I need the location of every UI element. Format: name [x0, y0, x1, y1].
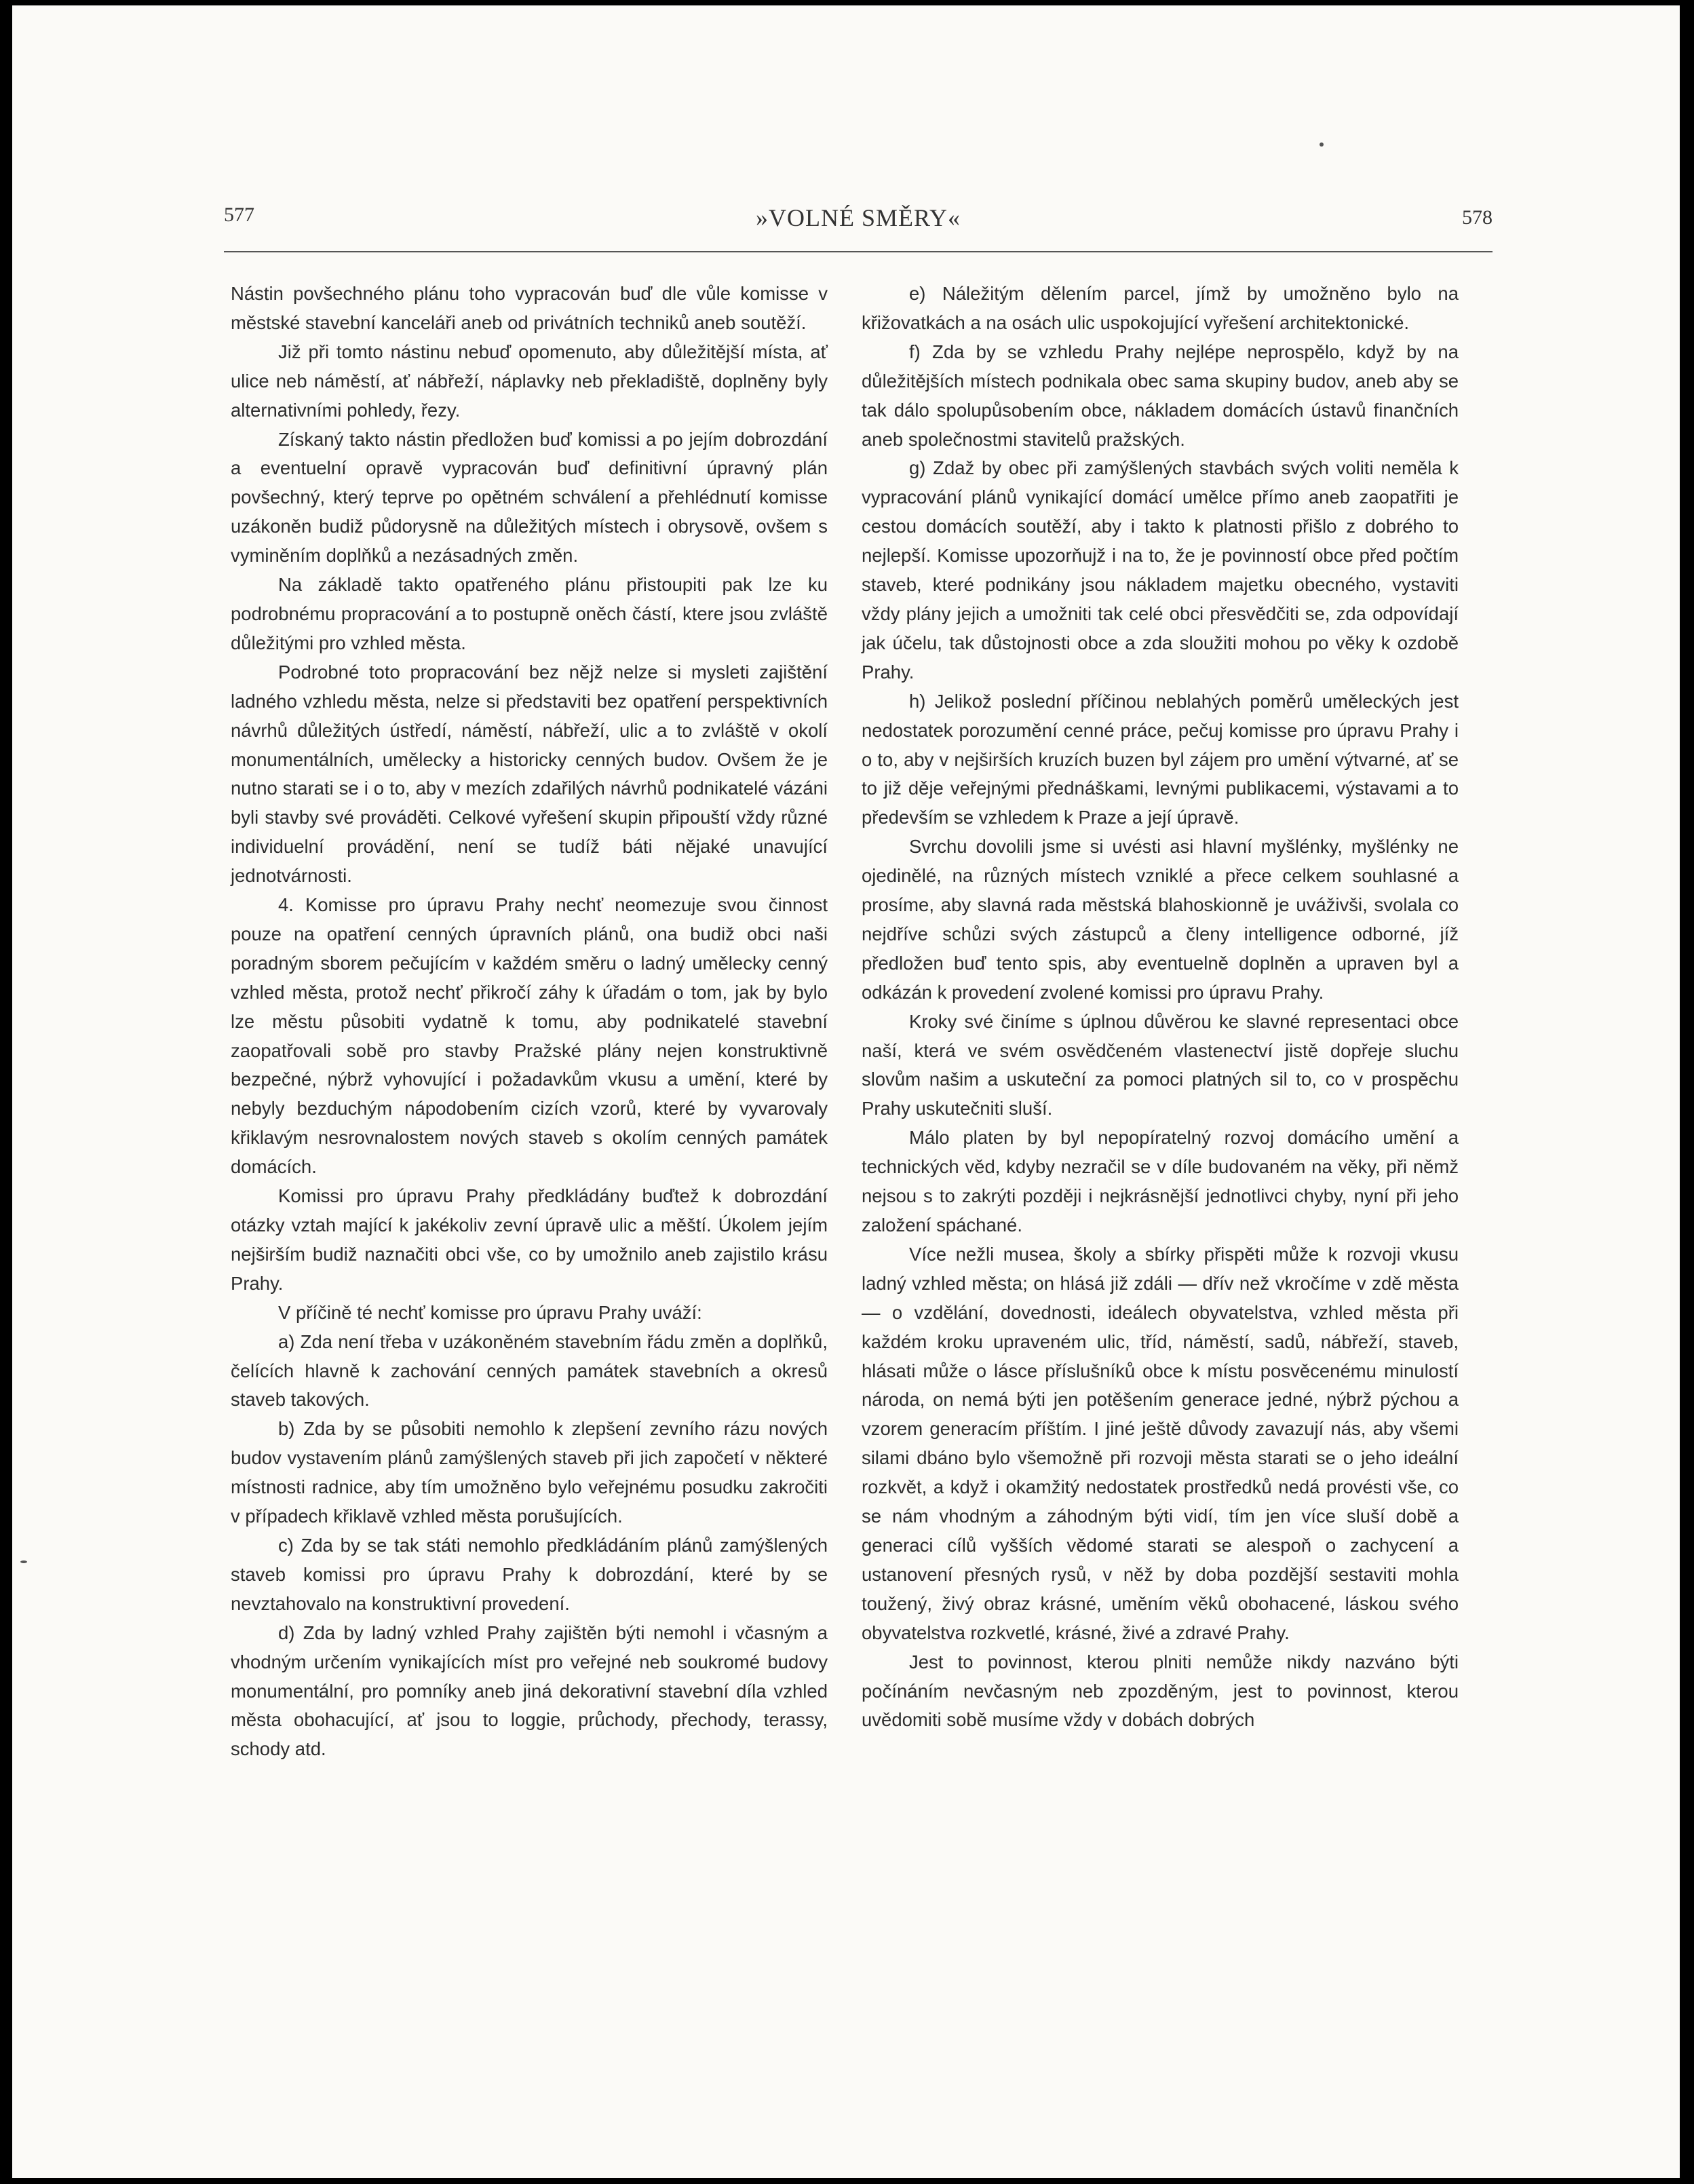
paragraph: h) Jelikož poslední příčinou neblahých poměrů uměleckých jest nedostatek porozumění cenné práce, pečuj komisse pro úpravu Prahy i o to, aby v nejširších kruzích buzen byl zájem pro umění výtvarné, ať se to již děje veřejnými přednáškami, levnými publikacemi, výstavami a to především se vzhledem k Praze a její úpravě. [862, 690, 1459, 828]
paragraph: Již při tomto nástinu nebuď opomenuto, aby důležitější místa, ať ulice neb náměstí, ať nábřeží, náplavky neb překladiště, doplněny byly alternativními pohledy, řezy. [231, 341, 828, 421]
page-header [224, 204, 1493, 244]
paragraph: e) Náležitým dělením parcel, jímž by umožněno bylo na křižovatkách a na osách ulic uspokojující vyřešení architektonické. [862, 283, 1459, 333]
paragraph: f) Zda by se vzhledu Prahy nejlépe neprospělo, když by na důležitějších místech podnikala obec sama skupiny budov, aneb aby se tak dálo spolupůsobením obce, nákladem domácích ústavů finančních aneb společnostmi stavitelů pražských. [862, 341, 1459, 450]
paragraph: Svrchu dovolili jsme si uvésti asi hlavní myšlénky, myšlénky ne ojedinělé, na různých místech vzniklé a přece celkem souhlasné a prosíme, aby slavná rada městská blahoskionně je uváživši, svolala co nejdříve schůzi svých zástupců a členy intelligence odborné, jíž předložen buď tento spis, aby eventuelně doplněn a upraven byl a odkázán k provedení zvolené komissi pro úpravu Prahy. [862, 836, 1459, 1003]
paragraph: 4. Komisse pro úpravu Prahy nechť neomezuje svou činnost pouze na opatření cenných úpravních plánů, ona budiž obci naši poradným sborem pečujícím v každém směru o ladný umělecky cenný vzhled města, protož nechť přikročí záhy k úřadám o tom, jak by bylo lze městu působiti vydatně k tomu, aby podnikatelé stavební zaopatřovali sobě pro stavby Pražské plány nejen konstruktivně bezpečné, nýbrž vyhovující i požadavkům vkusu a umění, které by nebyly bezduchým nápodobením cizích vzorů, které by vyvarovaly křiklavým nesrovnalostem nových staveb s okolím cenných památek domácích. [231, 894, 828, 1178]
paragraph: g) Zdaž by obec při zamýšlených stavbách svých voliti neměla k vypracování plánů vynikající domácí umělce přímo aneb zaopatřiti je cestou domácích soutěží, aby i takto k platnosti přišlo z dobrého to nejlepší. Komisse upozorňujž i na to, že je povinností obce před počtím staveb, které podnikány jsou nákladem majetku obecného, vystaviti vždy plány jejich a umožniti tak celé obci přesvědčiti se, zda odpovídají jak účelu, tak důstojnosti obce a zda sloužiti mohou po věky k ozdobě Prahy. [862, 457, 1459, 683]
header-rule [224, 251, 1493, 252]
paragraph: Kroky své činíme s úplnou důvěrou ke slavné representaci obce naší, která ve svém osvědčeném vlastenectví jistě dopřeje sluchu slovům našim a uskuteční za pomoci platných sil to, co v prospěchu Prahy uskutečniti sluší. [862, 1010, 1459, 1119]
left-column [231, 280, 828, 1764]
paragraph: d) Zda by ladný vzhled Prahy zajištěn býti nemohl i včasným a vhodným určením vynikajících míst pro veřejné neb soukromé budovy monumentální, pro pomníky aneb jiná dekorativní stavební díla vzhled města obohacující, ať jsou to loggie, průchody, přechody, terassy, schody atd. [231, 1622, 828, 1760]
right-column [862, 280, 1459, 1735]
right-page-number: 578 [1462, 206, 1493, 229]
paragraph: Podrobné toto propracování bez nějž nelze si mysleti zajištění ladného vzhledu města, nelze si představiti bez opatření perspektivních návrhů důležitých ústředí, náměstí, nábřeží, ulic a to zvláště v okolí monumentálních, umělecky a historicky cenných budov. Ovšem že je nutno starati se i o to, aby v mezích zdařilých návrhů podnikatelé vázáni byli stavby své prováděti. Celkové vyřešení skupin připouští vždy různé individuelní provádění, není se tudíž báti nějaké unavující jednotvárnosti. [231, 661, 828, 887]
scan-speck [1320, 142, 1324, 147]
paragraph: c) Zda by se tak státi nemohlo předkládáním plánů zamýšlených staveb komissi pro úpravu Prahy k dobrozdání, které by se nevztahovalo na konstruktivní provedení. [231, 1534, 828, 1614]
paragraph: V příčině té nechť komisse pro úpravu Prahy uváží: [278, 1301, 702, 1323]
paragraph: Málo platen by byl nepopíratelný rozvoj domácího umění a technických věd, kdyby nezračil se v díle budovaném na věky, při němž nejsou s to zakrýti později i nejkrásnější jednotlivci chyby, nyní při jeho založení spáchané. [862, 1127, 1459, 1235]
left-page-number: 577 [224, 204, 254, 226]
paragraph: b) Zda by se působiti nemohlo k zlepšení zevního rázu nových budov vystavením plánů zamýšlených staveb při jich započetí v některé místnosti radnice, aby tím umožněno bylo veřejnému posudku zakročiti v případech křiklavě vzhled města porušujících. [231, 1418, 828, 1527]
journal-title: »VOLNÉ SMĚRY« [755, 204, 961, 231]
scan-speck [20, 1560, 27, 1563]
paragraph: Na základě takto opatřeného plánu přistoupiti pak lze ku podrobnému propracování a to postupně oněch částí, ktere jsou zvláště důležitými pro vzhled města. [231, 574, 828, 653]
paragraph: Jest to povinnost, kterou plniti nemůže nikdy nazváno býti počínáním nevčasným neb zpozděným, jest to povinnost, kterou uvědomiti sobě musíme vždy v dobách dobrých [862, 1651, 1459, 1731]
paragraph: Nástin povšechného plánu toho vypracován buď dle vůle komisse v městské stavební kanceláři aneb od privátních techniků aneb soutěží. [231, 283, 828, 333]
paragraph: a) Zda není třeba v uzákoněném stavebním řádu změn a doplňků, čelících hlavně k zachování cenných památek stavebních a okresů staveb takových. [231, 1330, 828, 1411]
paragraph: Získaný takto nástin předložen buď komissi a po jejím dobrozdání a eventuelní opravě vypracován buď definitivní úpravný plán povšechný, který teprve po opětném schválení a přehlédnutí komisse uzákoněn budiž půdorysně na důležitých místech i obrysově, ovšem s vyminěním doplňků a nezásadných změn. [231, 428, 828, 567]
paragraph: Komissi pro úpravu Prahy předkládány buďtež k dobrozdání otázky vztah mající k jakékoliv zevní úpravě ulic a měští. Úkolem jejím nejširším budiž naznačiti obci vše, co by umožnilo aneb zajistilo krásu Prahy. [231, 1185, 828, 1294]
paragraph: Více nežli musea, školy a sbírky přispěti může k rozvoji vkusu ladný vzhled města; on hlásá již zdáli — dřív než vkročíme v zdě města — o vzdělání, dovednosti, ideálech obyvatelstva, vzhled města při každém kroku upraveném ulic, tříd, náměstí, sadů, nábřeží, staveb, hlásati může o lásce příslušníků obce k místu posvěcenému minulostí národa, on nemá býti jen potěšením generace jedné, nýbrž pýchou a vzorem generacím příštím. I jiné ještě důvody zavazují nás, aby všemi silami dbáno bylo všemožně při rozvoji města starati se o jeho ideální rozkvět, a když i okamžitý nedostatek prostředků nedá provésti vše, co se nám vhodným a záhodným býti vidí, tím jen více sluší době a generaci cílů vyšších vědomé starati se alespoň o zachycení a ustanovení přesných rysů, v něž by doba pozdější sestaviti mohla toužený, živý obraz krásné, uměním věků obohacené, láskou svého obyvatelstva rozkvetlé, krásné, živé a zdravé Prahy. [862, 1243, 1459, 1643]
